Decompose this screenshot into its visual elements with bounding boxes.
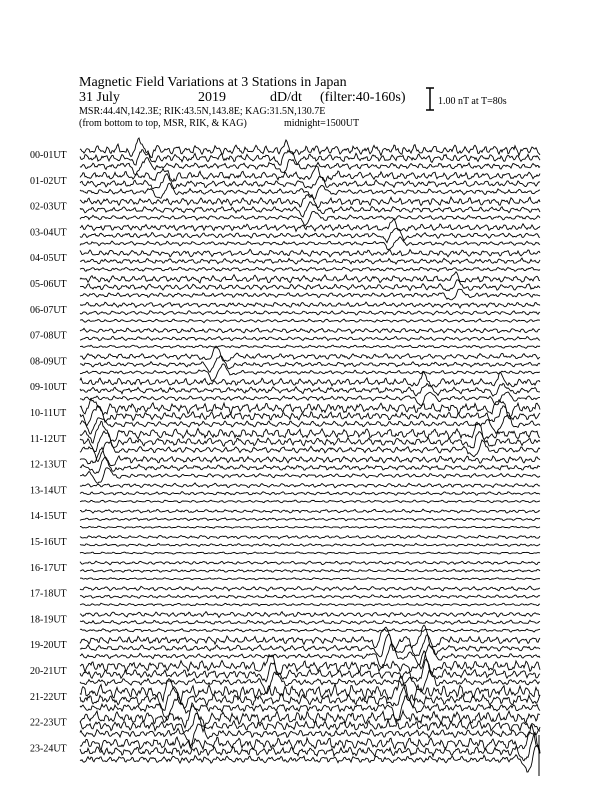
- trace-kag-20: [80, 651, 540, 675]
- hour-label: 01-02UT: [30, 175, 67, 187]
- hour-label: 21-22UT: [30, 691, 67, 703]
- hour-label: 04-05UT: [30, 253, 67, 265]
- trace-kag-02: [80, 195, 540, 208]
- trace-msr-07: [80, 345, 540, 348]
- hour-label: 07-08UT: [30, 330, 67, 342]
- quantity-label: dD/dt: [270, 90, 302, 105]
- trace-kag-15: [80, 535, 540, 539]
- trace-rik-06: [80, 311, 540, 315]
- trace-kag-09: [80, 372, 540, 387]
- trace-msr-00: [80, 158, 540, 176]
- trace-msr-23: [80, 746, 540, 772]
- trace-msr-09: [80, 392, 540, 406]
- hour-label: 17-18UT: [30, 588, 67, 600]
- hour-label: 15-16UT: [30, 537, 67, 548]
- date-year: 2019: [198, 90, 226, 105]
- trace-kag-06: [80, 302, 540, 308]
- trace-msr-02: [80, 211, 540, 226]
- hour-label: 00-01UT: [30, 150, 67, 161]
- hour-label: 14-15UT: [30, 511, 67, 523]
- midnight-note: midnight=1500UT: [284, 118, 360, 129]
- trace-kag-17: [80, 586, 540, 591]
- hour-label: 02-03UT: [30, 201, 67, 213]
- scale-bar-label: 1.00 nT at T=80s: [438, 96, 507, 107]
- traces: [80, 138, 540, 772]
- trace-rik-19: [80, 634, 540, 657]
- trace-msr-13: [80, 500, 540, 503]
- hour-label: 20-21UT: [30, 666, 67, 677]
- hour-label: 13-14UT: [30, 485, 67, 497]
- station-order-note: (from bottom to top, MSR, RIK, & KAG): [79, 118, 247, 129]
- hour-label: 03-04UT: [30, 227, 67, 239]
- trace-kag-05: [80, 272, 540, 283]
- trace-kag-03: [80, 219, 540, 231]
- trace-rik-04: [80, 258, 540, 264]
- trace-kag-07: [80, 328, 540, 333]
- hour-label: 08-09UT: [30, 356, 67, 368]
- hour-label: 10-11UT: [30, 408, 67, 419]
- trace-rik-08: [80, 356, 540, 372]
- trace-msr-05: [80, 289, 540, 300]
- trace-rik-17: [80, 595, 540, 598]
- trace-kag-16: [80, 561, 540, 565]
- trace-kag-01: [80, 166, 540, 181]
- trace-kag-04: [80, 249, 540, 257]
- date-day: 31 July: [79, 90, 120, 105]
- hour-label: 06-07UT: [30, 304, 67, 316]
- trace-rik-02: [80, 202, 540, 217]
- hour-label: 11-12UT: [30, 433, 67, 445]
- chart-title: Magnetic Field Variations at 3 Stations in Japan: [79, 75, 347, 90]
- hour-label: 09-10UT: [30, 382, 67, 394]
- hour-label: 19-20UT: [30, 640, 67, 652]
- trace-rik-03: [80, 228, 540, 242]
- filter-label: (filter:40-160s): [320, 90, 406, 105]
- hour-label: 18-19UT: [30, 614, 67, 626]
- trace-rik-13: [80, 492, 540, 496]
- hour-label: 22-23UT: [30, 717, 67, 729]
- trace-kag-14: [80, 509, 540, 513]
- scale-bar: [426, 88, 507, 110]
- trace-rik-09: [80, 383, 540, 396]
- hour-labels: [30, 150, 67, 754]
- trace-msr-12: [80, 468, 540, 484]
- trace-kag-08: [80, 346, 540, 361]
- hour-label: 16-17UT: [30, 562, 67, 574]
- trace-kag-18: [80, 612, 540, 618]
- hour-label: 23-24UT: [30, 743, 67, 755]
- hour-label: 05-06UT: [30, 279, 67, 290]
- trace-rik-07: [80, 336, 540, 340]
- trace-msr-17: [80, 603, 540, 606]
- trace-msr-03: [80, 237, 540, 250]
- trace-msr-16: [80, 578, 540, 580]
- stations-info: MSR:44.4N,142.3E; RIK:43.5N,143.8E; KAG:31.5N,130.7E: [79, 106, 326, 117]
- trace-msr-11: [80, 440, 540, 462]
- trace-rik-18: [80, 620, 540, 624]
- trace-rik-14: [80, 518, 540, 521]
- trace-msr-14: [80, 526, 540, 528]
- trace-msr-18: [80, 629, 540, 632]
- hour-label: 12-13UT: [30, 459, 67, 471]
- trace-rik-16: [80, 569, 540, 572]
- trace-rik-23: [80, 732, 540, 760]
- trace-rik-15: [80, 543, 540, 546]
- trace-msr-04: [80, 267, 540, 271]
- trace-msr-06: [80, 319, 540, 323]
- trace-msr-15: [80, 552, 540, 554]
- trace-kag-13: [80, 483, 540, 488]
